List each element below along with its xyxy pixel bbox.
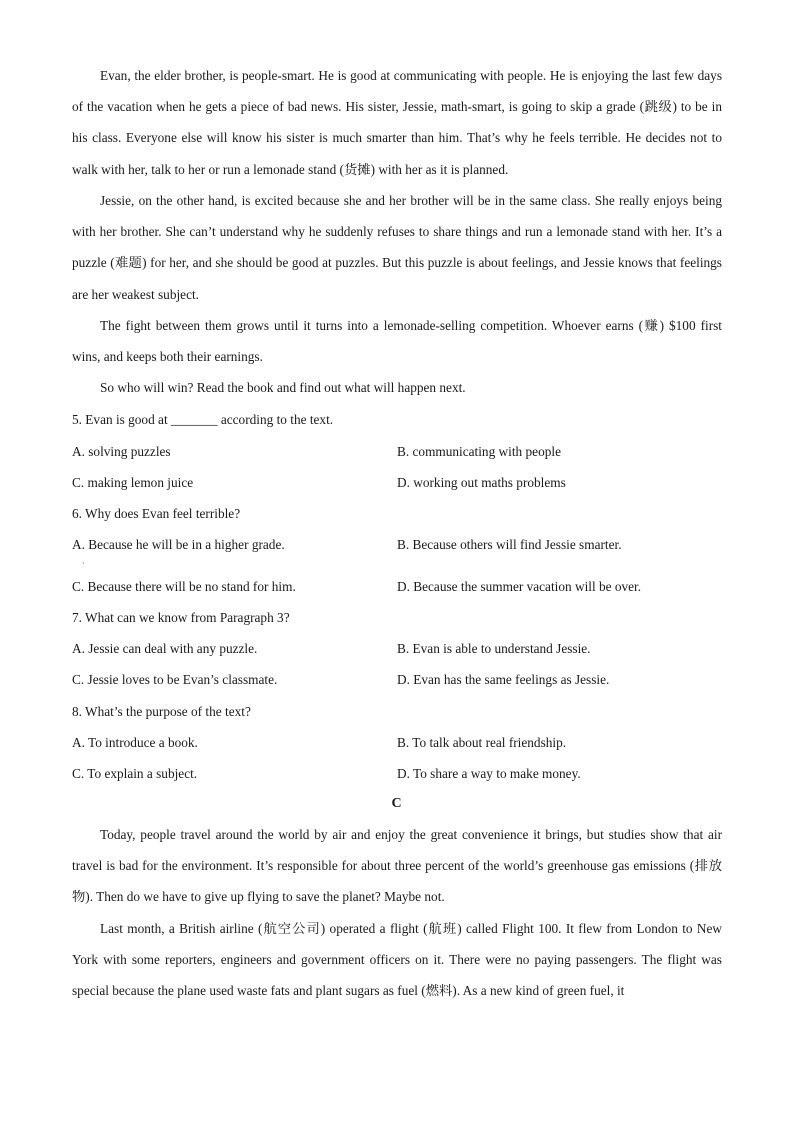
question-5-option-b: B. communicating with people bbox=[397, 444, 561, 459]
question-6-option-b: B. Because others will find Jessie smarter. bbox=[397, 537, 622, 552]
question-6-option-d: D. Because the summer vacation will be over. bbox=[397, 579, 642, 594]
question-8-option-d: D. To share a way to make money. bbox=[397, 766, 581, 781]
question-7-option-b: B. Evan is able to understand Jessie. bbox=[397, 641, 591, 656]
passage-c-paragraph-2: Last month, a British airline (航空公司) operated a flight (航班) called Flight 100. It flew from London to New York with some reporters, engineers and government officers on it. There were no paying passengers. The flight was special because the plane used waste fats and plant sugars as fuel (燃料). As a new kind of green fuel, it bbox=[72, 921, 722, 999]
question-5-option-d: D. working out maths problems bbox=[397, 475, 566, 490]
question-8-option-a: A. To introduce a book. bbox=[72, 735, 198, 750]
passage-b-paragraph-3: The fight between them grows until it turns into a lemonade-selling competition. Whoever earns (赚) $100 first wins, and keeps both their earnings. bbox=[72, 318, 722, 365]
question-6-option-a: A. Because he will be in a higher grade. bbox=[72, 537, 285, 552]
question-6-stem: 6. Why does Evan feel terrible? bbox=[72, 506, 241, 521]
question-7-option-a: A. Jessie can deal with any puzzle. bbox=[72, 641, 258, 656]
passage-b-paragraph-4: So who will win? Read the book and find out what will happen next. bbox=[100, 380, 466, 395]
question-7-option-c: C. Jessie loves to be Evan’s classmate. bbox=[72, 672, 278, 687]
question-8-option-b: B. To talk about real friendship. bbox=[397, 735, 567, 750]
passage-c-heading: C bbox=[391, 796, 402, 811]
question-7-stem: 7. What can we know from Paragraph 3? bbox=[72, 610, 290, 625]
stray-dot-mark: · bbox=[82, 559, 85, 568]
question-6-option-c: C. Because there will be no stand for him. bbox=[72, 579, 296, 594]
question-8-stem: 8. What’s the purpose of the text? bbox=[72, 704, 251, 719]
question-5-option-a: A. solving puzzles bbox=[72, 444, 171, 459]
passage-b-paragraph-1: Evan, the elder brother, is people-smart. He is good at communicating with people. He is enjoying the last few days of the vacation when he gets a piece of bad news. His sister, Jessie, math-smart, is going to skip a grade (跳级) to be in his class. Everyone else will know his sister is much smarter than him. That’s why he feels terrible. He decides not to walk with her, talk to her or run a lemonade stand (货摊) with her as it is planned. bbox=[72, 68, 722, 177]
question-5-stem: 5. Evan is good at _______ according to the text. bbox=[72, 412, 334, 427]
question-8-option-c: C. To explain a subject. bbox=[72, 766, 198, 781]
question-5-option-c: C. making lemon juice bbox=[72, 475, 194, 490]
question-7-option-d: D. Evan has the same feelings as Jessie. bbox=[397, 672, 610, 687]
passage-c-paragraph-1: Today, people travel around the world by air and enjoy the great convenience it brings, but studies show that air travel is bad for the environment. It’s responsible for about three percent of the world’s greenhouse gas emissions (排放物). Then do we have to give up flying to save the planet? Maybe not. bbox=[72, 827, 722, 905]
passage-b-paragraph-2: Jessie, on the other hand, is excited because she and her brother will be in the same class. She really enjoys being with her brother. She can’t understand why he suddenly refuses to share things and run a lemonade stand with her. It’s a puzzle (难题) for her, and she should be good at puzzles. But this puzzle is about feelings, and Jessie knows that feelings are her weakest subject. bbox=[72, 193, 722, 302]
